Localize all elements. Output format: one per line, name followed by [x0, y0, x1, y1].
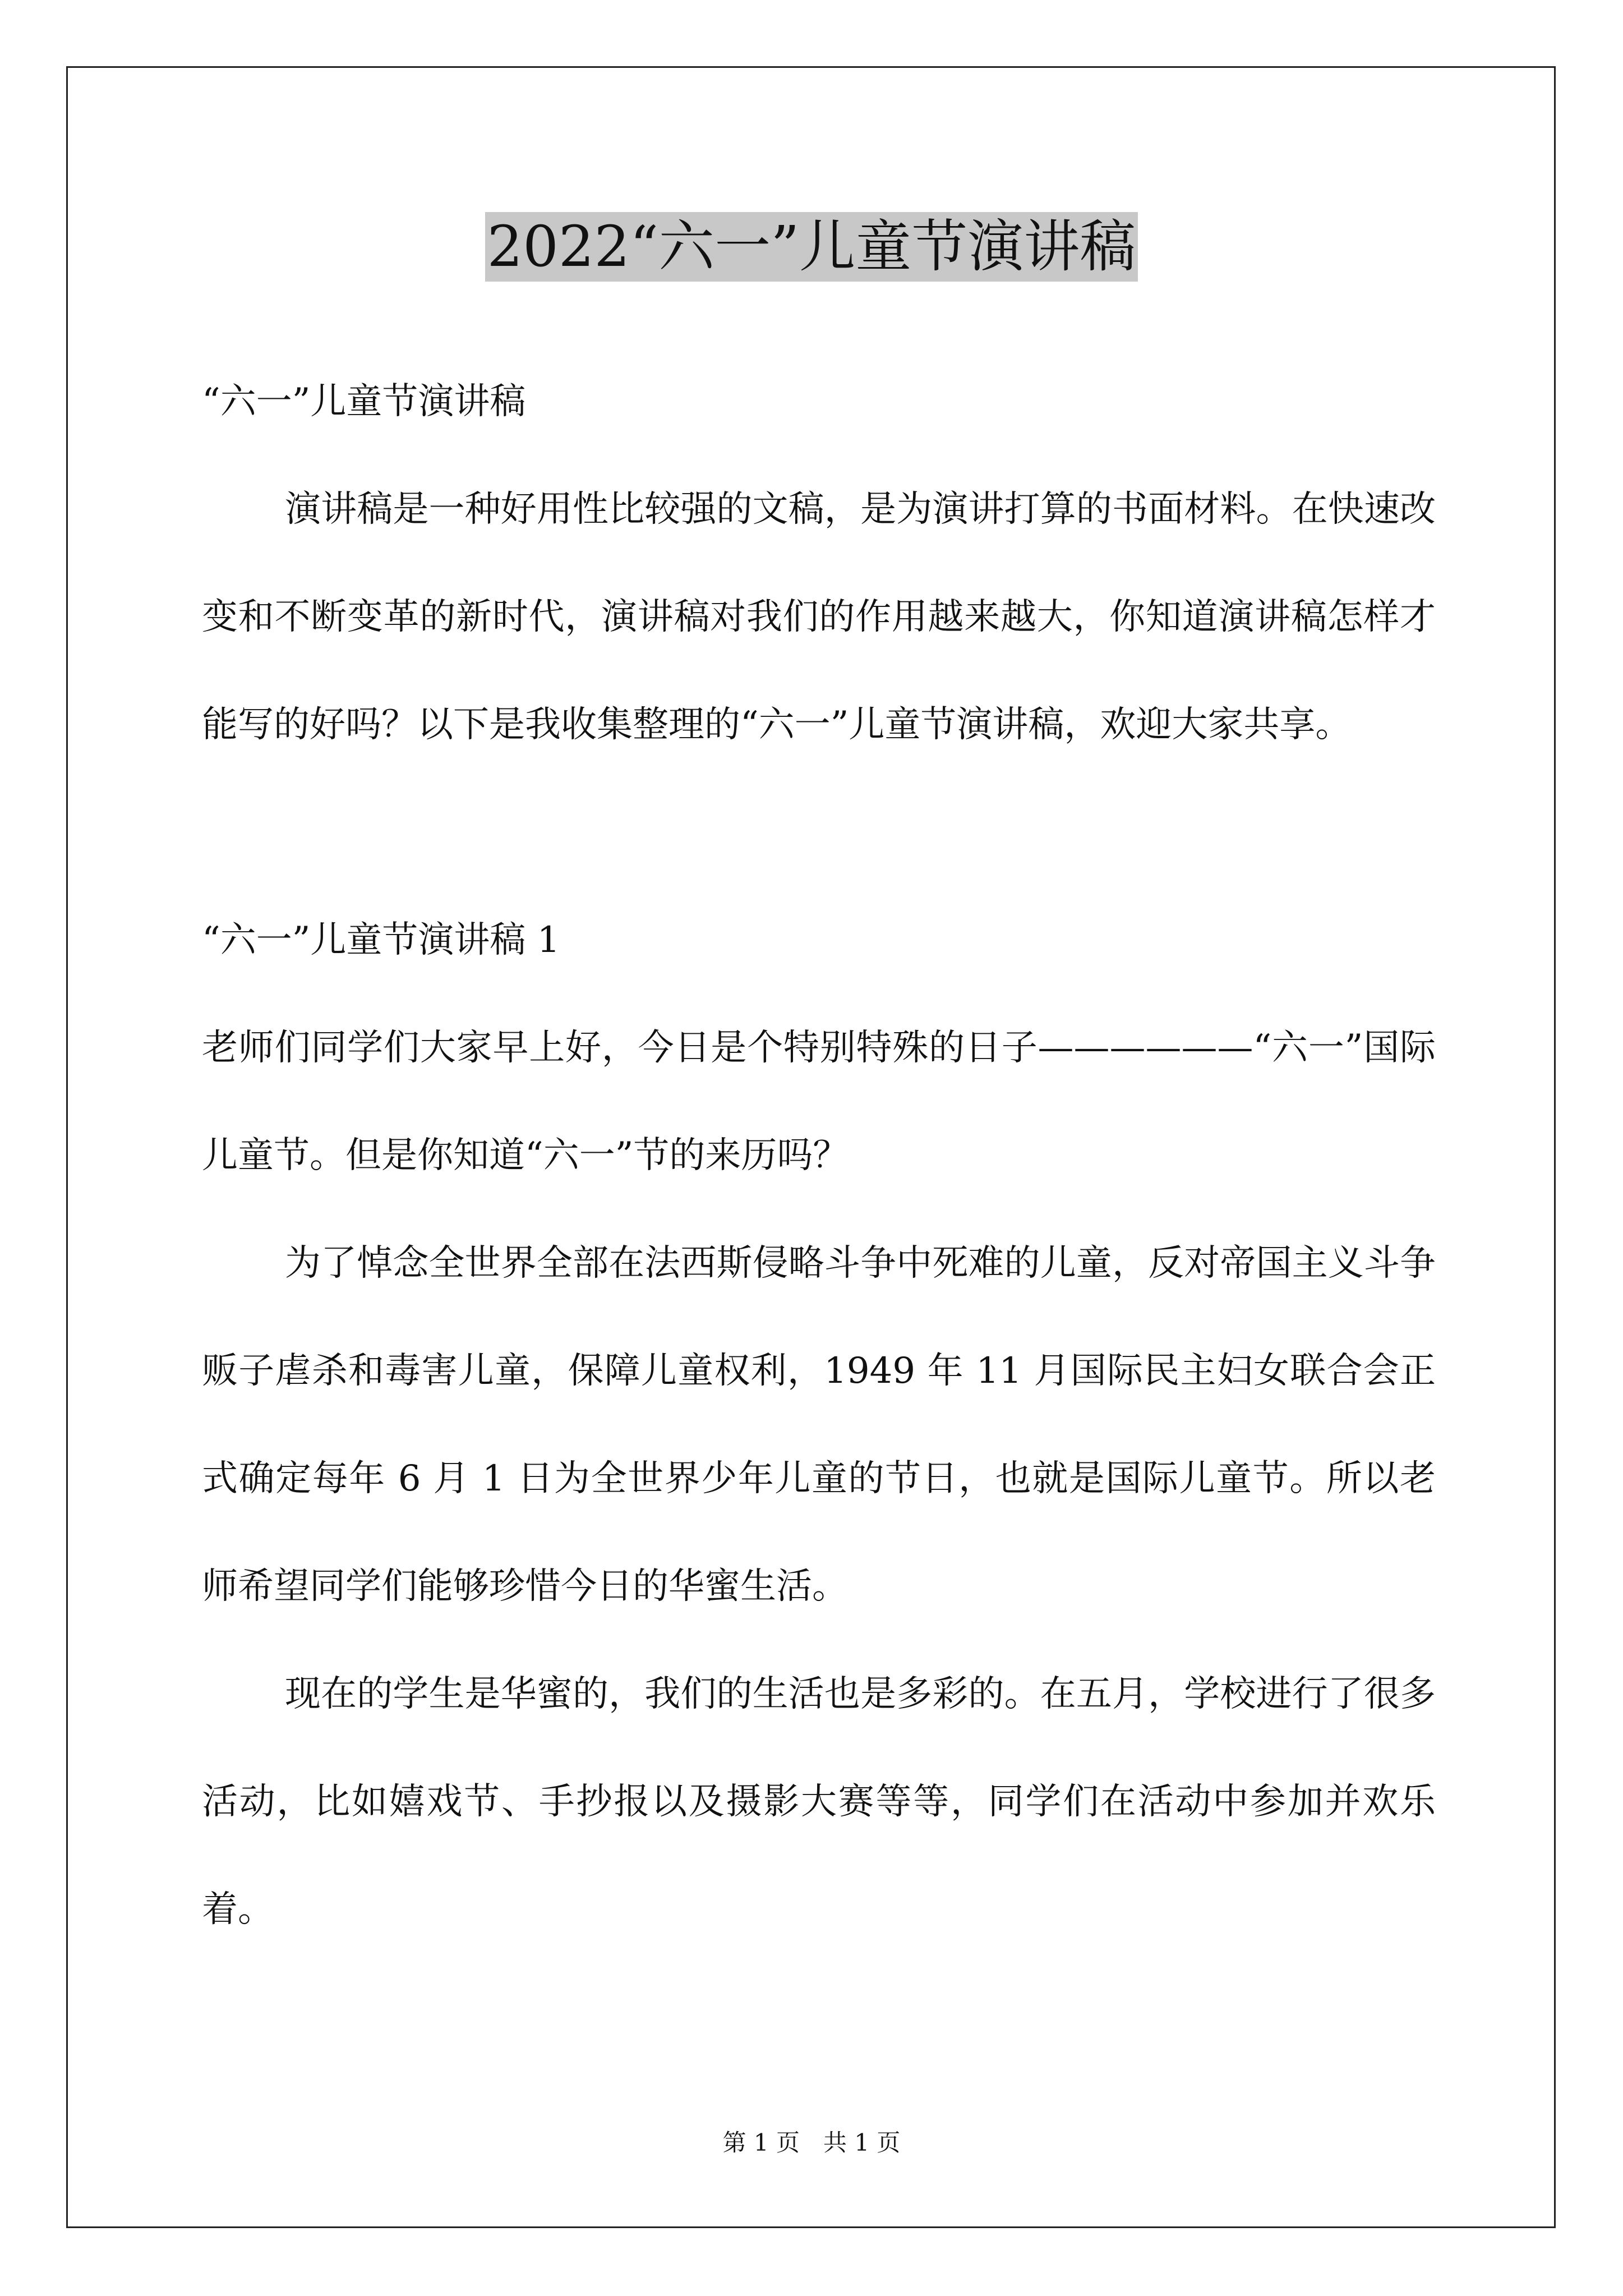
paragraph-greeting: 老师们同学们大家早上好，今日是个特别特殊的日子——————“六一”国际儿童节。但是你知道“六一”节的来历吗？: [202, 1027, 1436, 1176]
page-footer: [0, 2126, 1623, 2160]
page-number: 第 1 页 共 1 页: [722, 2129, 901, 2156]
intro-paragraph: 演讲稿是一种好用性比较强的文稿，是为演讲打算的书面材料。在快速改变和不断变革的新时代，演讲稿对我们的作用越来越大，你知道演讲稿怎样才能写的好吗？以下是我收集整理的“六一”儿童节演讲稿，欢迎大家共享。: [202, 489, 1436, 746]
title-container: [0, 212, 1623, 282]
paragraph-activities: 现在的学生是华蜜的，我们的生活也是多彩的。在五月，学校进行了很多活动，比如嬉戏节、手抄报以及摄影大赛等等，同学们在活动中参加并欢乐着。: [202, 1673, 1436, 1930]
section-heading: “六一”儿童节演讲稿 1: [202, 919, 560, 961]
blank-line: [202, 779, 1436, 886]
document-body: [202, 348, 1436, 1963]
subtitle: “六一”儿童节演讲稿: [202, 381, 526, 422]
paragraph-history: 为了悼念全世界全部在法西斯侵略斗争中死难的儿童，反对帝国主义斗争贩子虐杀和毒害儿童，保障儿童权利，1949 年 11 月国际民主妇女联合会正式确定每年 6 月 1 日为全世界少年儿童的节日，也就是国际儿童节。所以老师希望同学们能够珍惜今日的华蜜生活。: [202, 1243, 1436, 1607]
document-title: 2022“六一”儿童节演讲稿: [485, 212, 1138, 282]
